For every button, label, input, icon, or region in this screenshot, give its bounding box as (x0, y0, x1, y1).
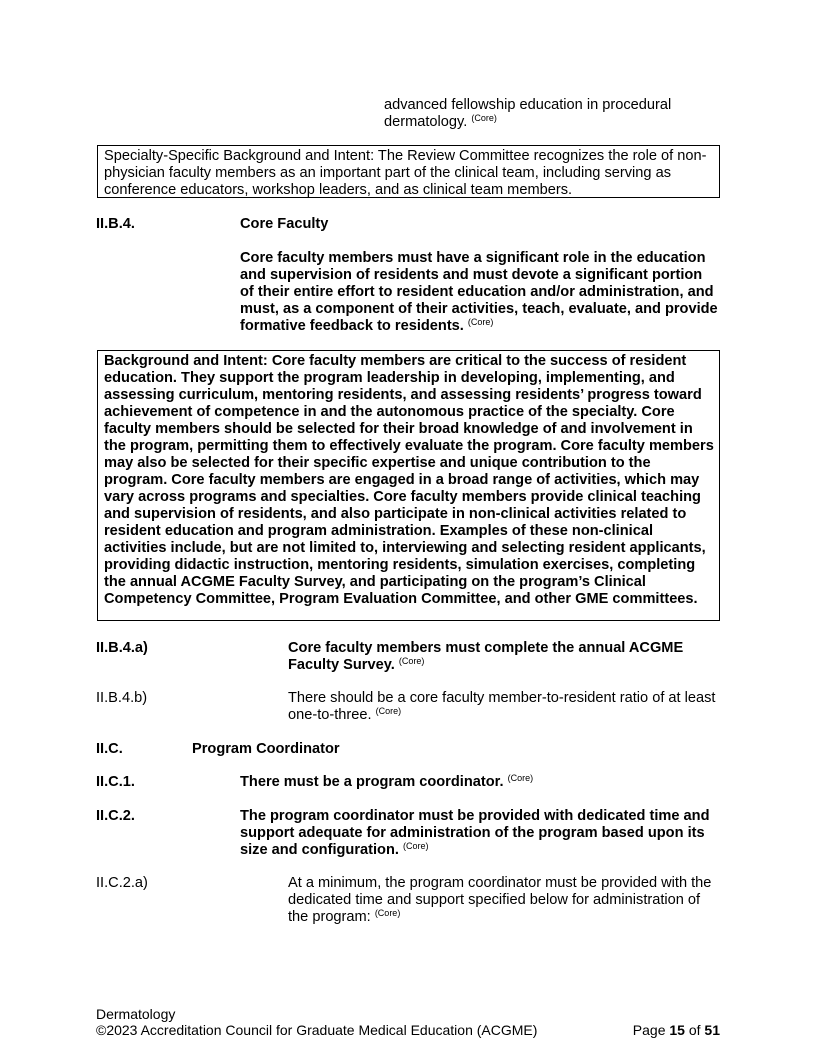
specialty-intent-box (97, 145, 720, 198)
core-tag: (Core) (398, 656, 425, 666)
section-number: II.C. (96, 741, 123, 757)
section-body: The program coordinator must be provided with dedicated time and support adequate for administration of the program based upon its size and configuration. $^{(Core)}$ (240, 808, 710, 858)
footer-line (96, 1022, 720, 1038)
section-body: Core faculty members must complete the annual ACGME Faculty Survey. $^{(Core)}$ (288, 640, 684, 673)
core-tag: (Core) (374, 908, 401, 918)
section-body: Core faculty members must have a significant role in the education and supervision of residents and must devote a significant portion of their entire effort to resident education and/or administration, and must, as a component of their activities, teach, evaluate, and provide formative feedback to residents. $^{(Core)}$ (240, 250, 718, 334)
section-number: II.B.4.b) (96, 690, 148, 706)
continued-paragraph (384, 97, 720, 131)
footer (96, 1006, 720, 1038)
section-title: Program Coordinator (192, 741, 340, 757)
core-tag: (Core) (402, 841, 429, 851)
background-intent-box (97, 350, 720, 621)
section-number: II.C.2.a) (96, 875, 148, 891)
section-body: There should be a core faculty member-to-resident ratio of at least one-to-three. $^{(Core)}$ (288, 690, 716, 723)
footer-specialty: Dermatology (96, 1006, 176, 1022)
page-number: Page 15 of 51 (632, 1022, 720, 1038)
section-number: II.B.4.a) (96, 640, 148, 656)
core-tag: (Core) (471, 113, 497, 123)
background-intent-text: Background and Intent: Core faculty members are critical to the success of resident education. They support the program leadership in developing, implementing, and assessing curriculum, mentoring residents, and assessing residents’ progress toward achievement of competence in and the autonomous practice of the specialty. Core faculty members should be selected for their broad knowledge of and involvement in the program, permitting them to effectively evaluate the program. Core faculty members may also be selected for their specific expertise and unique contribution to the program. Core faculty members are engaged in a broad range of activities, which may vary across programs and specialties. Core faculty members provide clinical teaching and supervision of residents, and also participate in non-clinical activities related to resident education and program administration. Examples of these non-clinical activities include, but are not limited to, interviewing and selecting resident applicants, providing didactic instruction, mentoring residents, simulation exercises, completing the annual ACGME Faculty Survey, and participating on the program’s Clinical Competency Committee, Program Evaluation Committee, and other GME committees. (104, 353, 714, 607)
core-tag: (Core) (375, 706, 402, 716)
section-number: II.C.2. (96, 808, 135, 824)
specialty-intent-text: Specialty-Specific Background and Intent: The Review Committee recognizes the role of non-physician faculty members as an important part of the clinical team, including serving as conference educators, workshop leaders, and as clinical team members. (104, 148, 707, 198)
footer-copyright: ©2023 Accreditation Council for Graduate Medical Education (ACGME) (96, 1022, 538, 1038)
section-title: Core Faculty (240, 216, 329, 232)
section-body: At a minimum, the program coordinator must be provided with the dedicated time and support specified below for administration of the program: $^{(Core)}$ (288, 875, 712, 925)
section-number: II.B.4. (96, 216, 135, 232)
core-tag: (Core) (467, 317, 494, 327)
continued-line-1: advanced fellowship education in procedural (384, 97, 672, 113)
section-body: There must be a program coordinator. $^{(Core)}$ (240, 773, 534, 790)
continued-line-2: dermatology. $^{(Core)}$ (384, 113, 497, 130)
section-number: II.C.1. (96, 774, 135, 790)
core-tag: (Core) (507, 773, 534, 783)
